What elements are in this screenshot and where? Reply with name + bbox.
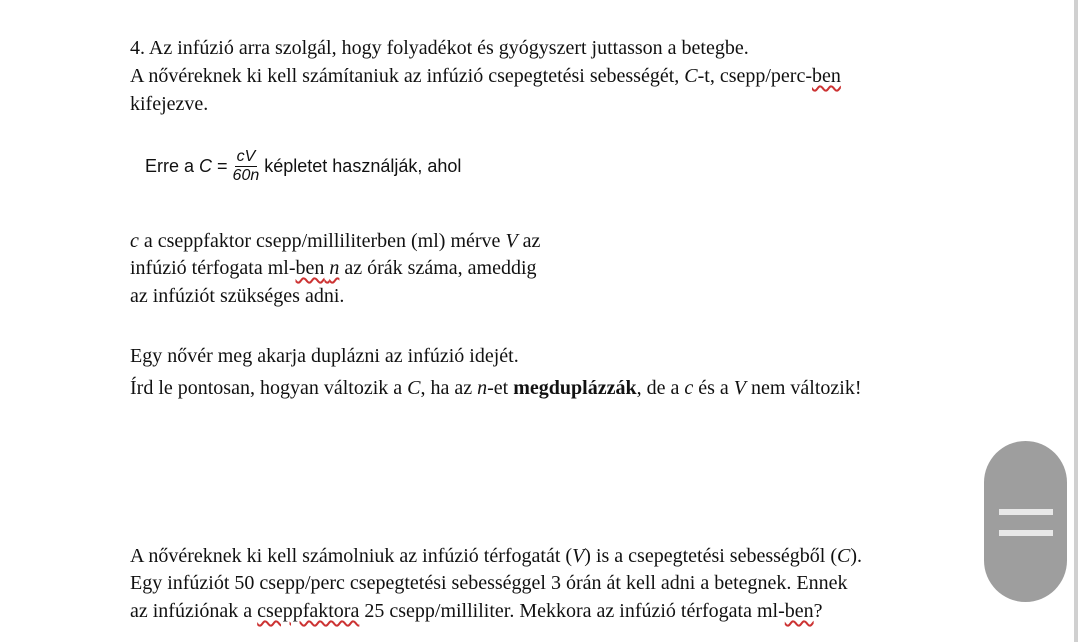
- paragraph-line: Egy nővér meg akarja duplázni az infúzió idejét.: [130, 345, 519, 367]
- question-title: 4. Az infúzió arra szolgál, hogy folyadékot és gyógyszert juttasson a betegbe.: [130, 37, 749, 59]
- text: az: [517, 230, 541, 252]
- spellcheck-word[interactable]: ben: [812, 65, 841, 87]
- numerator: cV: [236, 148, 256, 165]
- text: =: [217, 156, 228, 176]
- paragraph-line: A nővéreknek ki kell számolniuk az infúzió térfogatát (V) is a csepegtetési sebességből (C).: [130, 545, 863, 567]
- page-edge: [1074, 0, 1078, 642]
- var: C: [199, 156, 213, 176]
- definition-line: [130, 256, 537, 280]
- text: infúzió térfogata ml-: [130, 257, 296, 279]
- text: A nővéreknek ki kell számítaniuk az infúzió csepegtetési sebességét,: [130, 65, 685, 87]
- text: -t, csepp/perc-: [697, 65, 812, 87]
- paragraph-line: Írd le pontosan, hogyan változik a C, ha az n-et megduplázzák, de a c és a V nem változik!: [130, 377, 862, 399]
- fraction: [233, 148, 260, 185]
- text: képletet használják, ahol: [264, 156, 462, 176]
- grip-line-icon: [999, 530, 1053, 536]
- paragraph-line: kifejezve.: [130, 93, 209, 115]
- var: V: [505, 230, 518, 252]
- spellcheck-word[interactable]: ben: [784, 600, 814, 622]
- paragraph-line: az infúziónak a cseppfaktora 25 csepp/milliliter. Mekkora az infúzió térfogata ml-ben?: [130, 600, 823, 622]
- var: C: [684, 65, 698, 87]
- text: Erre a: [145, 156, 195, 176]
- paragraph-line: [130, 64, 841, 88]
- grip-line-icon: [999, 509, 1053, 515]
- denominator: 60n: [232, 167, 260, 184]
- formula-image: [145, 148, 461, 185]
- spellcheck-word[interactable]: ben n: [295, 257, 340, 279]
- definition-line: [130, 229, 540, 253]
- text: az órák száma, ameddig: [339, 257, 537, 279]
- var: c: [130, 230, 139, 252]
- spellcheck-word[interactable]: cseppfaktora: [257, 600, 360, 622]
- paragraph-line: Egy infúziót 50 csepp/perc csepegtetési sebességgel 3 órán át kell adni a betegnek. Ennek: [130, 572, 848, 594]
- definition-line: az infúziót szükséges adni.: [130, 285, 345, 307]
- text: a cseppfaktor csepp/milliliterben (ml) mérve: [138, 230, 506, 252]
- scroll-handle[interactable]: [984, 441, 1067, 602]
